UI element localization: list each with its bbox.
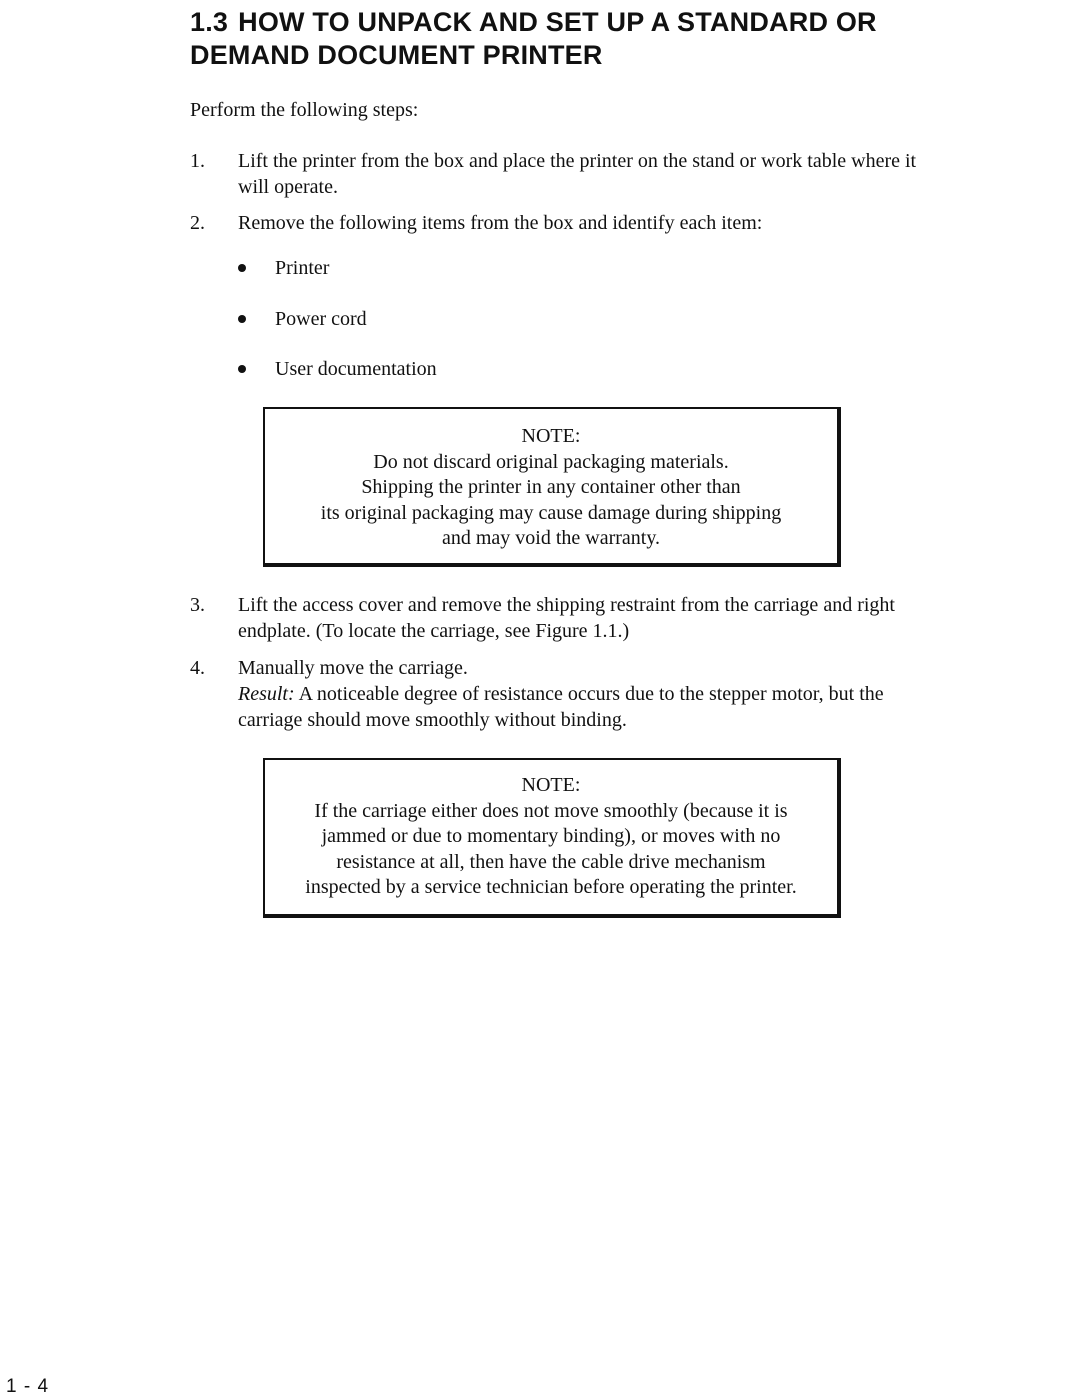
result-text: A noticeable degree of resistance occurs due to the stepper motor, but the carriage should move smoothly without binding. (238, 683, 884, 731)
note-line: inspected by a service technician before operating the printer. (305, 876, 797, 898)
note-line: its original packaging may cause damage during shipping (320, 501, 782, 524)
note-title: NOTE: (521, 425, 581, 447)
step-2 (190, 210, 950, 236)
section-number: 1.3 (190, 7, 229, 37)
note-box-carriage (263, 758, 841, 918)
note-line: jammed or due to momentary binding), or moves with no (321, 825, 781, 847)
list-item-label: Printer (275, 257, 330, 279)
section-heading (190, 6, 990, 72)
step-text: Manually move the carriage. (238, 657, 468, 679)
bullet-icon (238, 365, 246, 373)
list-item-label: Power cord (275, 308, 367, 330)
note-line: Shipping the printer in any container other than (361, 476, 741, 498)
intro-text: Perform the following steps: (190, 99, 419, 121)
step-number: 4. (190, 657, 205, 679)
page-number: 1 - 4 (6, 1376, 50, 1397)
list-item-printer (238, 255, 329, 281)
step-1 (190, 148, 950, 200)
step-number: 3. (190, 594, 205, 616)
note-line: resistance at all, then have the cable drive mechanism (336, 850, 766, 873)
step-3 (190, 592, 950, 644)
note-line: and may void the warranty. (441, 527, 661, 549)
step-4 (190, 655, 950, 733)
list-item-power-cord (238, 306, 367, 332)
note-line: If the carriage either does not move smoothly (because it is (314, 799, 788, 822)
step-number: 2. (190, 212, 205, 234)
bullet-icon (238, 264, 246, 272)
step-text: Lift the printer from the box and place the printer on the stand or work table where it will operate. (238, 150, 917, 198)
note-line: Do not discard original packaging materials. (373, 450, 729, 473)
step-number: 1. (190, 150, 205, 172)
note-title: NOTE: (521, 774, 581, 796)
bullet-icon (238, 315, 246, 323)
list-item-user-documentation (238, 356, 437, 382)
section-title: HOW TO UNPACK AND SET UP A STANDARD OR DEMAND DOCUMENT PRINTER (190, 7, 877, 70)
list-item-label: User documentation (275, 358, 437, 380)
step-text: Remove the following items from the box and identify each item: (238, 212, 763, 234)
step-result (238, 681, 950, 733)
note-box-packaging (263, 407, 841, 567)
step-text: Lift the access cover and remove the shipping restraint from the carriage and right endplate. (To locate the carriage, see Figure 1.1.) (238, 594, 895, 642)
result-label: Result: (238, 683, 295, 705)
